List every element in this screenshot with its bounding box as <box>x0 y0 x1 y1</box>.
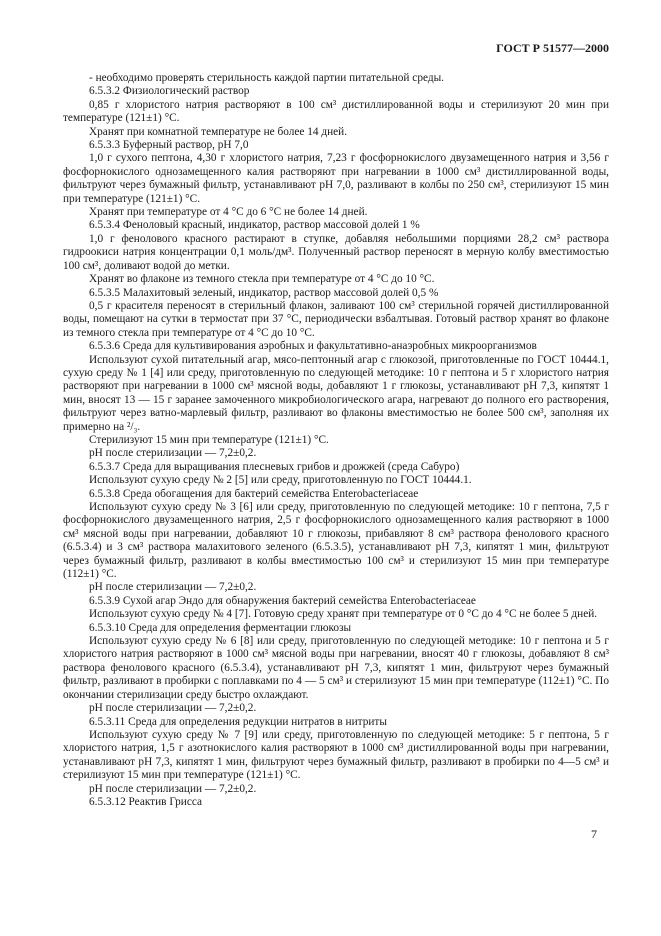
paragraph: рН после стерилизации — 7,2±0,2. <box>89 702 257 715</box>
paragraph: Хранят при температуре от 4 °С до 6 °С не более 14 дней. <box>89 206 368 219</box>
paragraph: Используют сухую среду № 4 [7]. Готовую среду хранят при температуре от 0 °С до 4 °С не более 5 дней. <box>89 608 598 621</box>
paragraph: Стерилизуют 15 мин при температуре (121±1) °С. <box>89 433 329 446</box>
section-heading: 6.5.3.2 Физиологический раствор <box>89 85 250 98</box>
paragraph: Хранят во флаконе из темного стекла при температуре от 4 °С до 10 °С. <box>89 273 435 286</box>
paragraph: Используют сухую среду № 7 [9] или среду, приготовленную по следующей методике: 5 г пептона, 5 г хлористого натрия, 1,5 г азотнокислого калия растворяют в 1000 см³ дистиллированной воды при нагревании, устанавливают рН 7,3, кипятят 1 мин, фильтруют через бумажный фильтр, разливают в пробирки по 4—5 см³ и стерилизуют 15 мин при температуре (121±1) °С. <box>63 728 609 782</box>
paragraph: Хранят при комнатной температуре не более 14 дней. <box>89 125 348 138</box>
paragraph: 0,85 г хлористого натрия растворяют в 100 см³ дистиллированной воды и стерилизуют 20 мин при температуре (121±1) °С. <box>63 98 609 125</box>
section-heading: 6.5.3.12 Реактив Грисса <box>89 795 203 808</box>
document-body <box>63 72 609 809</box>
page-number: 7 <box>591 827 597 841</box>
paragraph: 1,0 г фенолового красного растирают в ступке, добавляя небольшими порциями 28,2 см³ раствора гидроокиси натрия концентрации 0,1 моль/дм³. Полученный раствор переносят в мерную колбу вместимостью 100 см³, доливают водой до метки. <box>63 232 609 272</box>
section-heading: 6.5.3.11 Среда для определения редукции нитратов в нитриты <box>89 715 387 728</box>
paragraph: 0,5 г красителя переносят в стерильный флакон, заливают 100 см³ стерильной горячей дистиллированной воды, помещают на сутки в термостат при 37 °С, периодически взбалтывая. Готовый раствор хранят во флаконе из темного стекла при температуре от 4 °С до 10 °С. <box>63 299 609 339</box>
section-heading: 6.5.3.8 Среда обогащения для бактерий семейства Enterobacteriaceae <box>89 487 419 500</box>
paragraph: Используют сухой питательный агар, мясо-пептонный агар с глюкозой, приготовленные по ГОСТ 10444.1, сухую среду № 1 [4] или среду, приготовленную по следующей методике: 10 г пептона и 5 г хлористого натрия растворяют при нагревании в 1000 см³ мясной воды, добавляют 1 г глюкозы, устанавливают рН 7,3, кипятят 1 мин, вносят 13 — 15 г заранее замоченного микробиологического агара, нагревают до полного его растворения, фильтруют через ватно-марлевый фильтр, разливают во флаконы вместимостью не более 500 см³, заполняя их примерно на ²/₃. <box>63 353 609 433</box>
paragraph: Используют сухую среду № 6 [8] или среду, приготовленную по следующей методике: 10 г пептона и 5 г хлористого натрия растворяют в 1000 см³ мясной воды при нагревании, вносят 40 г глюкозы, добавляют 8 см³ раствора фенолового красного (6.5.3.4), устанавливают рН 7,3, кипятят 1 мин, фильтруют через бумажный фильтр, разливают в пробирки с поплавками по 4 — 5 см³ и стерилизуют 15 мин при температуре (112±1) °С. По окончании стерилизации среду быстро охлаждают. <box>63 635 609 701</box>
paragraph: Используют сухую среду № 2 [5] или среду, приготовленную по ГОСТ 10444.1. <box>89 474 472 487</box>
paragraph: Используют сухую среду № 3 [6] или среду, приготовленную по следующей методике: 10 г пептона, 7,5 г фосфорнокислого двузамещенного натрия, 2,5 г фосфорнокислого однозамещенного калия растворяют в 1000 см³ мясной воды при нагревании, добавляют 10 г глюкозы, прибавляют 8 см³ раствора фенолового красного (6.5.3.4) и 3 см³ раствора малахитового зеленого (6.5.3.5), устанавливают рН 7,3, кипятят 1 мин, фильтруют через бумажный фильтр, разливают в колбы вместимостью 100 см³ и стерилизуют 15 мин при температуре (112±1) °С. <box>63 501 609 581</box>
paragraph: рН после стерилизации — 7,2±0,2. <box>89 581 257 594</box>
section-heading: 6.5.3.10 Среда для определения ферментации глюкозы <box>89 621 352 634</box>
paragraph: - необходимо проверять стерильность каждой партии питательной среды. <box>89 72 444 84</box>
section-heading: 6.5.3.6 Среда для культивирования аэробных и факультативно-анаэробных микроорганизмов <box>89 340 537 353</box>
paragraph: рН после стерилизации — 7,2±0,2. <box>89 782 257 795</box>
section-heading: 6.5.3.3 Буферный раствор, рН 7,0 <box>89 139 249 152</box>
section-heading: 6.5.3.7 Среда для выращивания плесневых грибов и дрожжей (среда Сабуро) <box>89 460 460 473</box>
section-heading: 6.5.3.9 Сухой агар Эндо для обнаружения бактерий семейства Enterobacteriaceae <box>89 594 476 607</box>
paragraph: рН после стерилизации — 7,2±0,2. <box>89 447 257 460</box>
section-heading: 6.5.3.5 Малахитовый зеленый, индикатор, раствор массовой долей 0,5 % <box>89 286 439 299</box>
document-header: ГОСТ Р 51577—2000 <box>496 41 609 55</box>
section-heading: 6.5.3.4 Феноловый красный, индикатор, раствор массовой долей 1 % <box>89 219 420 232</box>
paragraph: 1,0 г сухого пептона, 4,30 г хлористого натрия, 7,23 г фосфорнокислого двузамещенного натрия и 3,56 г фосфорнокислого однозамещенного калия растворяют при нагревании в 1000 см³ дистиллированной воды, фильтруют через бумажный фильтр, устанавливают рН 7,0, разливают в колбы по 250 см³, стерилизуют 15 мин при температуре (121±1) °С. <box>63 152 609 205</box>
